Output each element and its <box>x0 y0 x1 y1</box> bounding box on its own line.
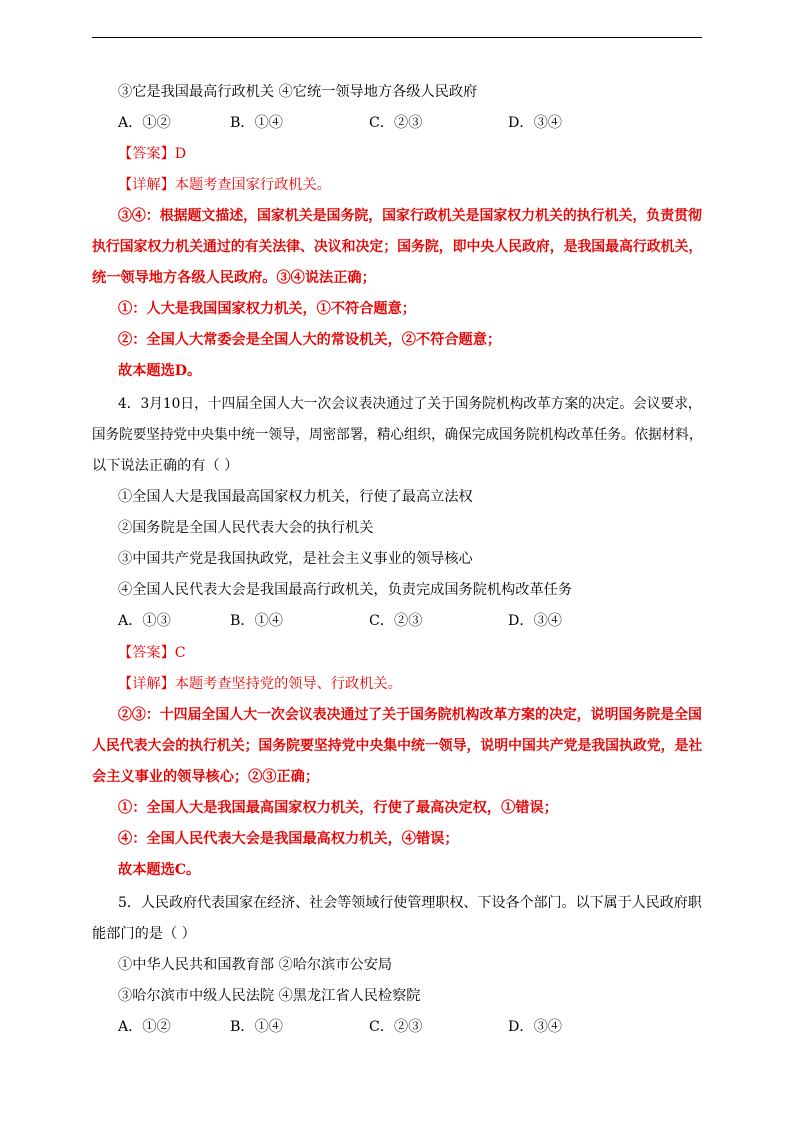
q3-choice-c: C．②③ <box>369 115 423 131</box>
q4-analysis-line: 人民代表大会的执行机关；国务院要坚持党中央集中统一领导，说明中国共产党是我国执政党，是社 <box>92 738 703 754</box>
q3-choice-d: D．③④ <box>508 115 562 131</box>
q3-conclusion: 故本题选D。 <box>118 363 202 379</box>
q5-choices <box>0 1017 794 1037</box>
q4-analysis-line: ②③：十四届全国人大一次会议表决通过了关于国务院机构改革方案的决定，说明国务院是全国 <box>118 707 702 723</box>
q4-option-4: ④全国人民代表大会是我国最高行政机关，负责完成国务院机构改革任务 <box>118 582 573 598</box>
q3-choice-b: B．①④ <box>230 115 283 131</box>
q4-analysis-intro: 【详解】本题考查坚持党的领导、行政机关。 <box>118 676 402 692</box>
q4-analysis-line: 会主义事业的领导核心；②③正确； <box>92 769 320 785</box>
q3-answer: 【答案】D <box>118 146 187 162</box>
q5-stem-line: 5．人民政府代表国家在经济、社会等领域行使管理职权、下设各个部门。以下属于人民政府职 <box>118 895 702 911</box>
q4-choice-a: A．①③ <box>118 613 171 629</box>
q3-option-line: ③它是我国最高行政机关 ④它统一领导地方各级人民政府 <box>118 84 478 100</box>
q4-choice-c: C．②③ <box>369 613 423 629</box>
q4-stem-line: 国务院要坚持党中央集中统一领导，周密部署，精心组织，确保完成国务院机构改革任务。依据材料， <box>92 427 703 443</box>
q4-answer: 【答案】C <box>118 645 186 661</box>
q3-analysis-intro: 【详解】本题考查国家行政机关。 <box>118 177 331 193</box>
q4-stem-line: 以下说法正确的有（ ） <box>92 458 239 474</box>
q5-stem-line: 能部门的是（ ） <box>92 926 196 942</box>
q5-option-line-1: ①中华人民共和国教育部 ②哈尔滨市公安局 <box>118 957 393 973</box>
q3-analysis-line: ③④：根据题文描述，国家机关是国务院，国家行政机关是国家权力机关的执行机关，负责贯彻 <box>118 208 702 224</box>
q4-choices <box>0 611 794 631</box>
q4-option-2: ②国务院是全国人民代表大会的执行机关 <box>118 520 374 536</box>
q5-choice-d: D．③④ <box>508 1019 562 1035</box>
q4-choice-d: D．③④ <box>508 613 562 629</box>
q3-wrong-1: ①：人大是我国国家权力机关，①不符合题意； <box>118 301 416 317</box>
q4-choice-b: B．①④ <box>230 613 283 629</box>
q3-choice-a: A．①② <box>118 115 171 131</box>
q4-stem-line: 4．3月10日，十四届全国人大一次会议表决通过了关于国务院机构改革方案的决定。会议要求， <box>118 396 702 412</box>
q5-choice-a: A．①② <box>118 1019 171 1035</box>
q4-option-1: ①全国人大是我国最高国家权力机关，行使了最高立法权 <box>118 489 473 505</box>
q3-wrong-2: ②：全国人大常委会是全国人大的常设机关，②不符合题意； <box>118 332 502 348</box>
q3-choices <box>0 113 794 133</box>
q5-choice-b: B．①④ <box>230 1019 283 1035</box>
q4-option-3: ③中国共产党是我国执政党，是社会主义事业的领导核心 <box>118 551 473 567</box>
q4-wrong-2: ④：全国人民代表大会是我国最高权力机关，④错误； <box>118 831 459 847</box>
q4-conclusion: 故本题选C。 <box>118 862 201 878</box>
q5-choice-c: C．②③ <box>369 1019 423 1035</box>
q5-option-line-2: ③哈尔滨市中级人民法院 ④黑龙江省人民检察院 <box>118 988 421 1004</box>
q3-analysis-line: 执行国家权力机关通过的有关法律、决议和决定；国务院，即中央人民政府，是我国最高行政机关， <box>92 239 703 255</box>
q4-wrong-1: ①：全国人大是我国最高国家权力机关，行使了最高决定权，①错误； <box>118 800 558 816</box>
q3-analysis-line: 统一领导地方各级人民政府。③④说法正确； <box>92 270 376 286</box>
header-rule <box>92 37 702 38</box>
